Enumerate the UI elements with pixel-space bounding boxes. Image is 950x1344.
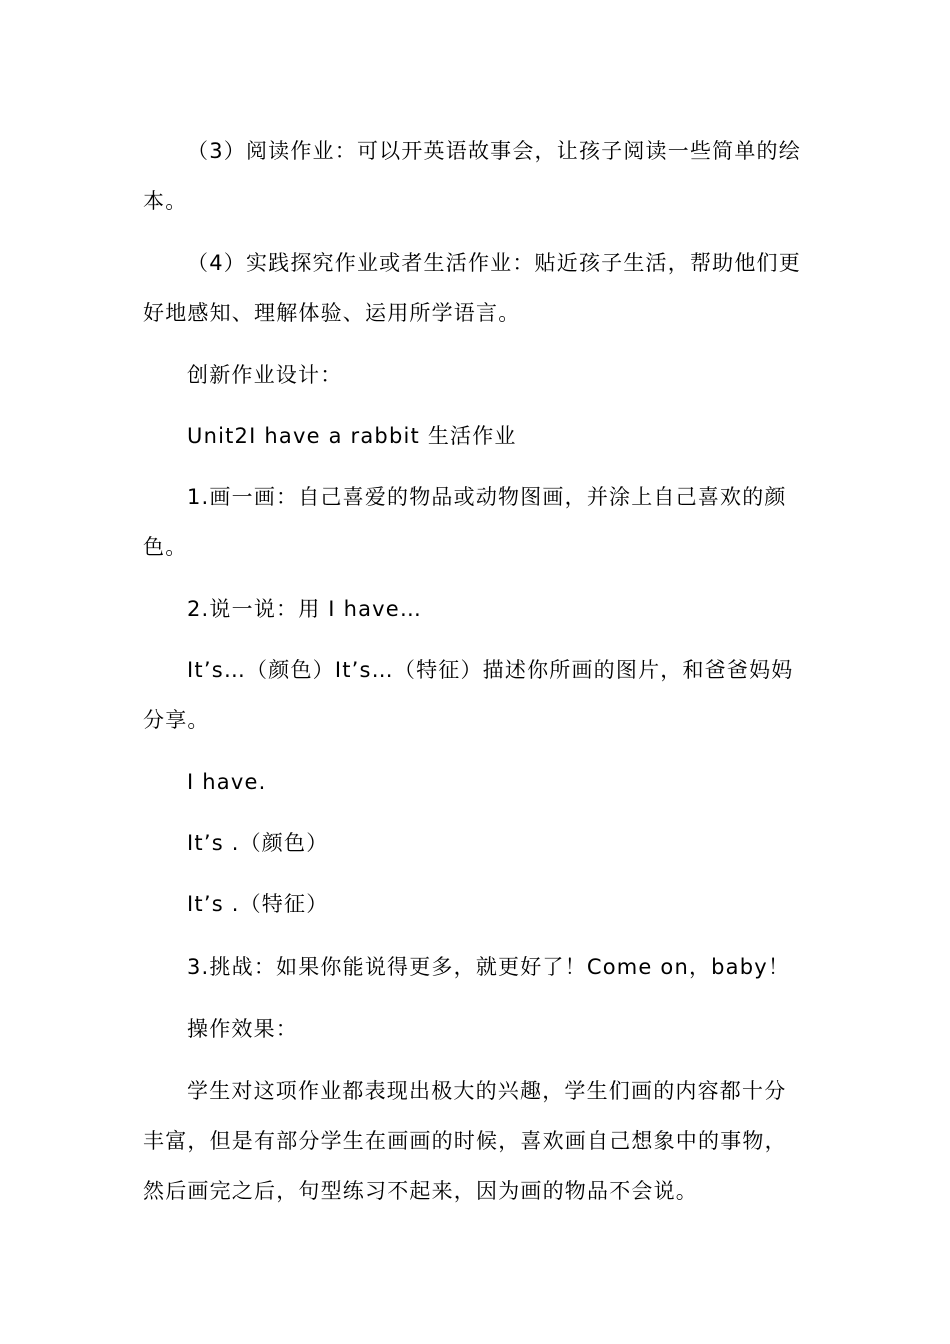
paragraph-practice-homework: （4）实践探究作业或者生活作业：贴近孩子生活，帮助他们更好地感知、理解体验、运用所学语言。 [143, 251, 801, 325]
paragraph-say-task: 2.说一说：用 I have… [187, 597, 423, 621]
paragraph-its-feature: It’s .（特征） [187, 892, 329, 916]
paragraph-unit-title: Unit2I have a rabbit 生活作业 [187, 424, 517, 448]
paragraph-innovation-heading: 创新作业设计： [187, 363, 343, 387]
paragraph-its-color: It’s .（颜色） [187, 831, 329, 855]
paragraph-describe-task: It’s…（颜色）It’s…（特征）描述你所画的图片，和爸爸妈妈分享。 [143, 658, 794, 732]
paragraph-effect-heading: 操作效果： [187, 1017, 298, 1041]
paragraph-draw-task: 1.画一画：自己喜爱的物品或动物图画，并涂上自己喜欢的颜色。 [143, 485, 787, 559]
paragraph-challenge: 3.挑战：如果你能说得更多，就更好了！Come on，baby！ [187, 955, 791, 979]
paragraph-reading-homework: （3）阅读作业：可以开英语故事会，让孩子阅读一些简单的绘本。 [143, 139, 801, 213]
paragraph-i-have: I have. [187, 770, 267, 794]
paragraph-effect-body: 学生对这项作业都表现出极大的兴趣，学生们画的内容都十分丰富，但是有部分学生在画画的时候，喜欢画自己想象中的事物，然后画完之后，句型练习不起来，因为画的物品不会说。 [143, 1079, 787, 1203]
